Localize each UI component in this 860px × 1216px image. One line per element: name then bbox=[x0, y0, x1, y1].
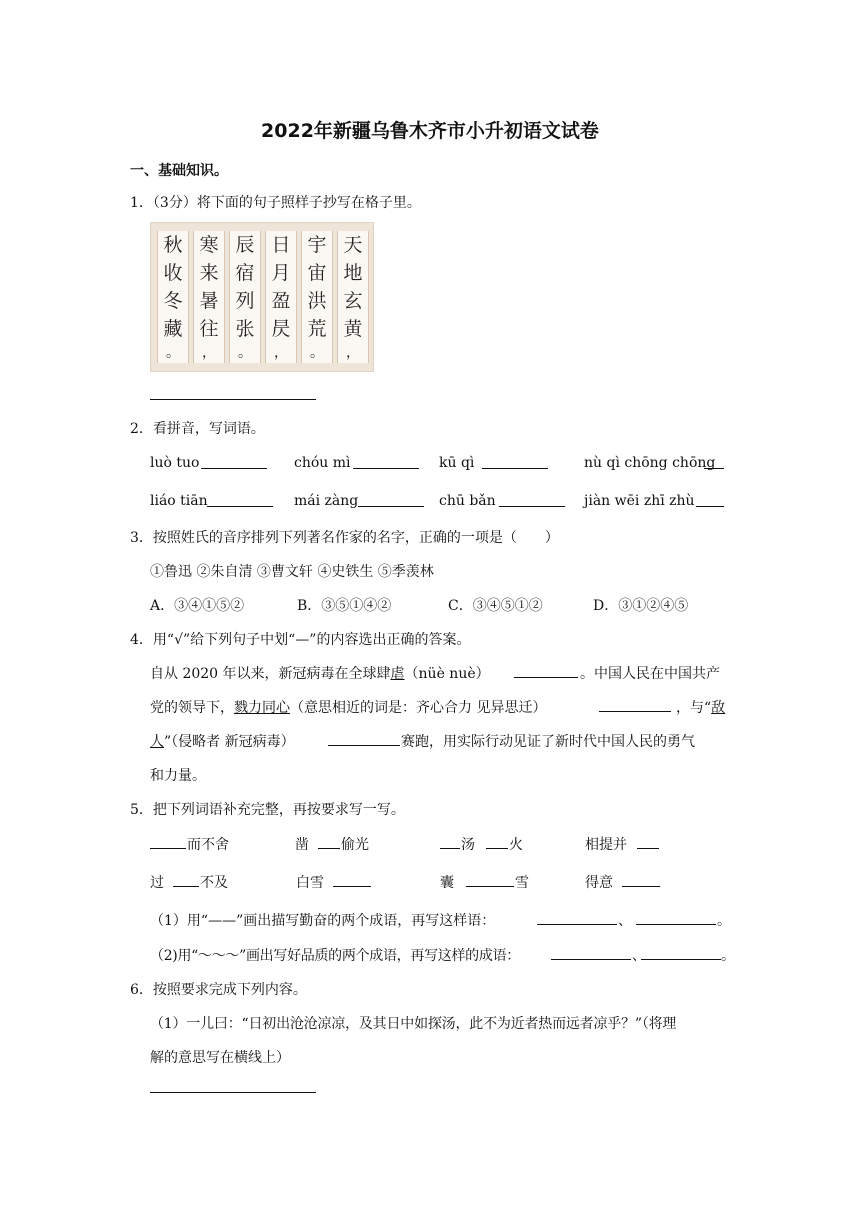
page-title: 2022年新疆乌鲁木齐市小升初语文试卷 bbox=[261, 120, 599, 142]
idiom: 过 bbox=[150, 875, 164, 891]
idiom: 雪 bbox=[515, 875, 529, 891]
calligraphy-char: 玄 bbox=[343, 290, 363, 312]
calligraphy-char: 宙 bbox=[307, 262, 327, 284]
calligraphy-image bbox=[150, 222, 374, 372]
pinyin-8: jiàn wēi zhī zhù bbox=[584, 493, 695, 509]
pinyin-5: liáo tiān bbox=[150, 493, 208, 509]
blank[interactable] bbox=[353, 468, 419, 469]
idiom: 不及 bbox=[200, 875, 228, 891]
period: 。 bbox=[717, 913, 731, 929]
blank[interactable] bbox=[318, 848, 340, 849]
calligraphy-char: 黄 bbox=[343, 318, 363, 340]
calligraphy-char: 秋 bbox=[163, 234, 183, 256]
option-d[interactable]: D．③①②④⑤ bbox=[593, 598, 689, 614]
blank[interactable] bbox=[696, 506, 724, 507]
blank[interactable] bbox=[150, 848, 186, 849]
pinyin-1: luò tuo bbox=[150, 455, 200, 471]
calligraphy-char: 。 bbox=[166, 345, 180, 361]
idiom: 得意 bbox=[585, 875, 613, 891]
author-list: ①鲁迅 ②朱自清 ③曹文轩 ④史铁生 ⑤季羡林 bbox=[150, 564, 434, 580]
blank[interactable] bbox=[637, 848, 659, 849]
q6-line-1: （1）一儿曰：“日初出沧沧凉凉，及其日中如探汤，此不为近者热而远者凉乎？”（将理 bbox=[150, 1016, 677, 1032]
calligraphy-char: 冬 bbox=[163, 290, 183, 312]
calligraphy-char: 宿 bbox=[235, 262, 255, 284]
calligraphy-column bbox=[337, 231, 369, 363]
period: 。 bbox=[721, 948, 735, 964]
pinyin-3: kū qì bbox=[439, 455, 475, 471]
q4-line-3-end: 赛跑，用实际行动见证了新时代中国人民的勇气 bbox=[401, 734, 695, 750]
q4-line-1-end: 。中国人民在中国共产 bbox=[580, 666, 720, 682]
calligraphy-char: 宇 bbox=[307, 234, 327, 256]
blank[interactable] bbox=[636, 924, 716, 925]
blank[interactable] bbox=[440, 848, 460, 849]
blank[interactable] bbox=[358, 506, 424, 507]
question-6-stem: 6．按照要求完成下列内容。 bbox=[130, 982, 307, 998]
option-c[interactable]: C．③④⑤①② bbox=[448, 598, 543, 614]
idiom: 汤 bbox=[461, 837, 475, 853]
calligraphy-char: 收 bbox=[163, 262, 183, 284]
calligraphy-char: 往 bbox=[199, 318, 219, 340]
blank[interactable] bbox=[333, 886, 371, 887]
idiom: 凿 bbox=[295, 837, 309, 853]
idiom: 相提并 bbox=[585, 837, 627, 853]
calligraphy-char: 洪 bbox=[307, 290, 327, 312]
calligraphy-char: 藏 bbox=[163, 318, 183, 340]
calligraphy-char: 日 bbox=[271, 234, 291, 256]
blank[interactable] bbox=[482, 468, 548, 469]
calligraphy-char: 来 bbox=[199, 262, 219, 284]
q4-line-4: 和力量。 bbox=[150, 768, 206, 784]
blank[interactable] bbox=[201, 468, 267, 469]
blank[interactable] bbox=[599, 711, 671, 712]
q4-line-3: 人”（侵略者 新冠病毒） bbox=[150, 734, 295, 750]
calligraphy-char: 盈 bbox=[271, 290, 291, 312]
idiom: 火 bbox=[509, 837, 523, 853]
pinyin-7: chū bǎn bbox=[439, 493, 496, 509]
calligraphy-column bbox=[193, 231, 225, 363]
question-1-stem: 1．（3分）将下面的句子照样子抄写在格子里。 bbox=[130, 195, 421, 211]
idiom: 偷光 bbox=[341, 837, 369, 853]
calligraphy-column bbox=[157, 231, 189, 363]
calligraphy-char: 辰 bbox=[235, 234, 255, 256]
q4-line-1: 自从 2020 年以来，新冠病毒在全球肆虐（nüè nuè） bbox=[150, 666, 490, 682]
separator: 、 bbox=[632, 948, 646, 964]
calligraphy-char: 列 bbox=[235, 290, 255, 312]
q4-line-2-end: ，与“敌 bbox=[676, 700, 726, 716]
blank[interactable] bbox=[328, 745, 400, 746]
question-2-stem: 2．看拼音，写词语。 bbox=[130, 421, 265, 437]
calligraphy-char: 。 bbox=[310, 345, 324, 361]
calligraphy-char: 荒 bbox=[307, 318, 327, 340]
blank[interactable] bbox=[514, 677, 578, 678]
q6-line-2: 解的意思写在横线上） bbox=[150, 1050, 290, 1066]
question-3-stem: 3．按照姓氏的音序排列下列著名作家的名字，正确的一项是（ ） bbox=[130, 530, 559, 546]
idiom: 囊 bbox=[440, 875, 454, 891]
calligraphy-char: 寒 bbox=[199, 234, 219, 256]
blank[interactable] bbox=[207, 506, 273, 507]
answer-line-q1[interactable] bbox=[150, 399, 316, 400]
calligraphy-char: 昃 bbox=[271, 318, 291, 340]
calligraphy-column bbox=[301, 231, 333, 363]
calligraphy-char: 张 bbox=[235, 318, 255, 340]
q4-line-2: 党的领导下，戮力同心（意思相近的词是：齐心合力 见异思迁） bbox=[150, 700, 547, 716]
blank[interactable] bbox=[704, 468, 724, 469]
calligraphy-column bbox=[229, 231, 261, 363]
calligraphy-char: 。 bbox=[238, 345, 252, 361]
calligraphy-char: 地 bbox=[343, 262, 363, 284]
pinyin-2: chóu mì bbox=[294, 455, 351, 471]
blank[interactable] bbox=[173, 886, 199, 887]
blank[interactable] bbox=[486, 848, 508, 849]
question-5-stem: 5．把下列词语补充完整，再按要求写一写。 bbox=[130, 802, 405, 818]
q5-sub-2: （2)用“～～～”画出写好品质的两个成语，再写这样的成语： bbox=[150, 948, 520, 964]
answer-line-q6[interactable] bbox=[150, 1092, 316, 1093]
option-a[interactable]: A．③④①⑤② bbox=[150, 598, 245, 614]
blank[interactable] bbox=[551, 959, 631, 960]
calligraphy-char: ， bbox=[274, 345, 288, 361]
blank[interactable] bbox=[499, 506, 565, 507]
blank[interactable] bbox=[641, 959, 721, 960]
question-4-stem: 4．用“√”给下列句子中划“—”的内容选出正确的答案。 bbox=[130, 632, 471, 648]
calligraphy-char: 月 bbox=[271, 262, 291, 284]
blank[interactable] bbox=[466, 886, 514, 887]
blank[interactable] bbox=[537, 924, 617, 925]
section-heading: 一、基础知识。 bbox=[130, 163, 228, 179]
calligraphy-char: ， bbox=[202, 345, 216, 361]
blank[interactable] bbox=[622, 886, 660, 887]
pinyin-6: mái zàng bbox=[294, 493, 359, 509]
calligraphy-column bbox=[265, 231, 297, 363]
separator: 、 bbox=[618, 913, 632, 929]
idiom: 而不舍 bbox=[187, 837, 229, 853]
idiom: 白雪 bbox=[296, 875, 324, 891]
option-b[interactable]: B．③⑤①④② bbox=[297, 598, 392, 614]
q5-sub-1: （1）用“——”画出描写勤奋的两个成语，再写这样语： bbox=[150, 913, 496, 929]
calligraphy-char: ， bbox=[346, 345, 360, 361]
calligraphy-char: 暑 bbox=[199, 290, 219, 312]
pinyin-4: nù qì chōng chōng bbox=[584, 455, 716, 471]
calligraphy-char: 天 bbox=[343, 234, 363, 256]
